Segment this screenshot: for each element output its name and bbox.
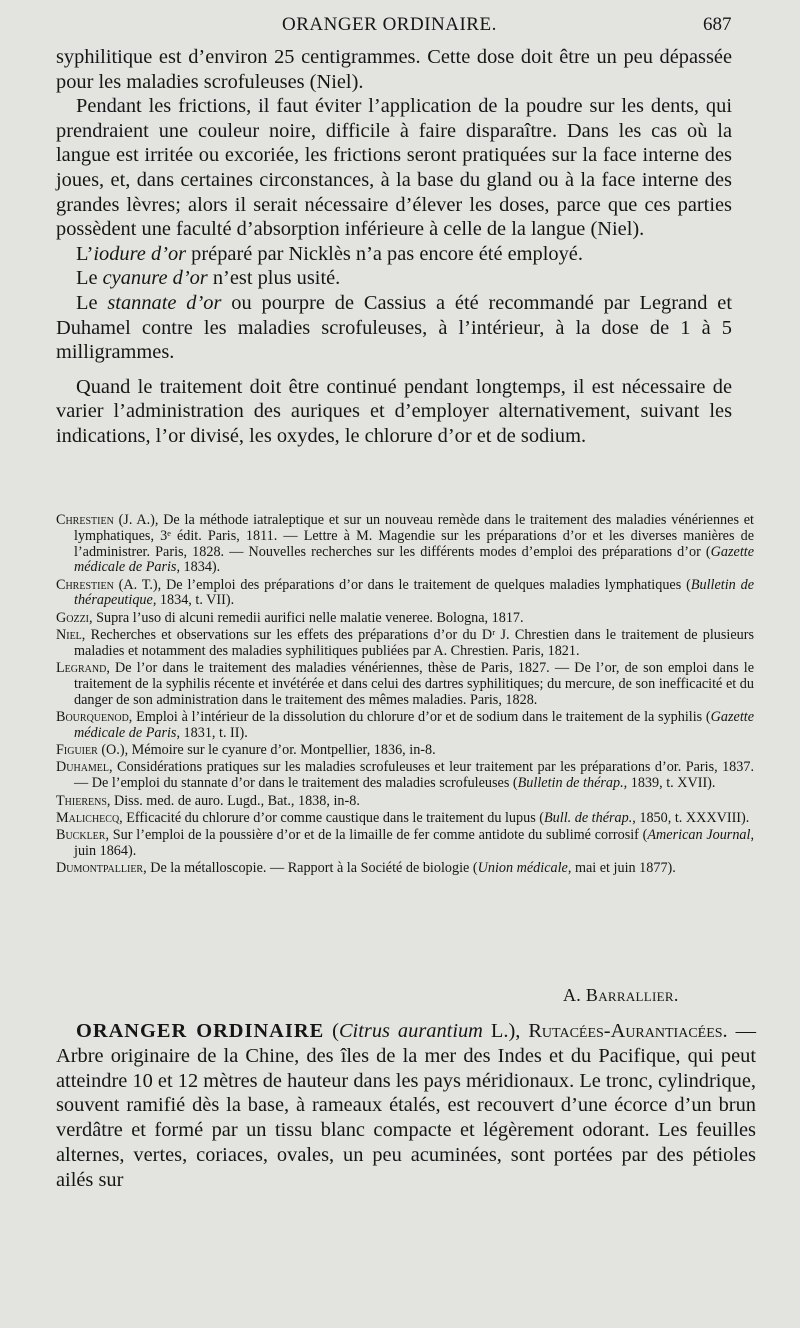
reference-tail: , 1834). bbox=[176, 559, 221, 576]
reference-author: Gozzi bbox=[56, 609, 90, 626]
paragraph-5-post: ou pourpre de Cassius a été recommandé par Legrand et Duhamel contre les maladies scrofuleuses, à l’intérieur, à la dose de 1 à 5 milligrammes. bbox=[56, 291, 733, 364]
page-header bbox=[0, 14, 800, 38]
paragraph-5-pre: Le bbox=[76, 291, 108, 314]
reference-entry bbox=[56, 811, 754, 827]
paragraph-1: syphilitique est d’environ 25 centigrammes. Cette dose doit être un peu dépassée pour les maladies scrofuleuses (Niel). bbox=[56, 46, 732, 93]
reference-tail: , 1831, t. II). bbox=[176, 724, 248, 741]
reference-entry bbox=[56, 513, 754, 576]
reference-tail: , juin 1864). bbox=[74, 827, 755, 859]
paragraph-4-post: n’est plus usité. bbox=[207, 267, 341, 290]
paragraph-6: Quand le traitement doit être continué pendant longtemps, il est nécessaire de varier l’administration des auriques et d’employer alternativement, suivant les indications, l’or divisé, les oxydes, le chlorure d’or et de sodium. bbox=[56, 375, 732, 447]
running-title: ORANGER ORDINAIRE. bbox=[282, 14, 497, 35]
reference-text: , Considérations pratiques sur les maladies scrofuleuses et leur traitement par les préparations d’or. Paris, 1837. — De l’emploi du stannate d’or dans le traitement des maladies scrofuleuses ( bbox=[74, 759, 754, 792]
reference-entry bbox=[56, 828, 754, 860]
paragraph-5 bbox=[56, 291, 732, 365]
article-oranger bbox=[56, 1019, 756, 1193]
reference-author: Chrestien bbox=[56, 512, 114, 528]
reference-text: , Recherches et observations sur les effets des préparations d’or du Dʳ J. Chrestien dans le traitement de plusieurs maladies et notamment des maladies syphilitiques publiées par A. Chrestien. Paris, 1821. bbox=[74, 627, 754, 659]
after-latin: L.), bbox=[482, 1020, 529, 1042]
reference-author: Buckler bbox=[56, 827, 106, 844]
article-paragraph bbox=[56, 1019, 756, 1193]
article-headword: ORANGER ORDINAIRE bbox=[76, 1020, 325, 1042]
reference-tail: , 1850, t. XXXVIII). bbox=[632, 809, 750, 826]
main-text bbox=[56, 45, 732, 449]
reference-text: (A. T.), De l’emploi des préparations d’or dans le traitement de quelques maladies lymphatiques ( bbox=[113, 576, 691, 593]
reference-text: , Supra l’uso di alcuni remedii aurifici nelle malatie veneree. Bologna, 1817. bbox=[89, 609, 524, 626]
reference-author: Figuier bbox=[56, 742, 98, 759]
reference-author: Legrand bbox=[56, 660, 107, 677]
reference-text: (J. A.), De la méthode iatraleptique et sur un nouveau remède dans le traitement des maladies vénériennes et lymphatiques, 3ᵉ édit. Paris, 1811. — Lettre à M. Magendie sur les préparations d’or et les diverses manières de l’administrer. Paris, 1828. — Nouvelles recherches sur les différents modes d’emploi des préparations d’or ( bbox=[74, 512, 754, 560]
reference-text: , De l’or dans le traitement des maladies vénériennes, thèse de Paris, 1827. — De l’or, de son emploi dans le traitement de la syphilis récente et invétérée et dans celui des dartres syphilitiques; du mercure, de son inefficacité et du danger de son administration dans le traitement des mêmes maladies. Paris, 1828. bbox=[74, 660, 754, 708]
reference-entry bbox=[56, 710, 754, 742]
reference-entry bbox=[56, 628, 754, 660]
reference-text: , Emploi à l’intérieur de la dissolution du chlorure d’or et de sodium dans le traitement de la syphilis ( bbox=[128, 709, 711, 726]
reference-entry bbox=[56, 578, 754, 610]
reference-tail: , 1834, t. VII). bbox=[152, 592, 235, 609]
reference-title: Bull. de thérap. bbox=[544, 809, 633, 826]
paragraph-3-pre: L’ bbox=[76, 242, 94, 265]
plant-family: Rutacées-Aurantiacées bbox=[528, 1020, 723, 1042]
reference-author: Chrestien bbox=[56, 576, 114, 593]
reference-author: Dumontpallier bbox=[56, 860, 144, 877]
latin-name: Citrus aurantium bbox=[338, 1020, 483, 1042]
reference-author: Thierens bbox=[56, 792, 107, 809]
reference-text: , Efficacité du chlorure d’or comme caustique dans le traitement du lupus ( bbox=[119, 809, 544, 826]
reference-text: (O.), Mémoire sur le cyanure d’or. Montpellier, 1836, in-8. bbox=[97, 742, 436, 759]
paragraph-4-pre: Le bbox=[76, 267, 103, 290]
article-open-paren: ( bbox=[324, 1020, 339, 1042]
reference-entry bbox=[56, 794, 754, 810]
paragraph-4 bbox=[56, 266, 732, 291]
reference-title: Gazette médicale de Paris bbox=[74, 543, 754, 576]
reference-entry bbox=[56, 861, 754, 877]
reference-title: Bulletin de thérap. bbox=[517, 775, 624, 792]
paragraph-5-emphasis: stannate d’or bbox=[107, 291, 222, 314]
paragraph-3-emphasis: iodure d’or bbox=[93, 242, 187, 265]
reference-author: Duhamel bbox=[56, 759, 110, 776]
article-text: . — Arbre originaire de la Chine, des îles de la mer des Indes et du Pacifique, qui peut atteindre 10 et 12 mètres de hauteur dans les pays méridionaux. Le tronc, cylindrique, souvent ramifié dès la base, à rameaux étalés, est recouvert d’une écorce d’un brun verdâtre et formé par un tissu blanc compacte et légèrement odorant. Les feuilles alternes, vertes, coriaces, ovales, un peu acuminées, sont portées par des pétioles ailés sur bbox=[56, 1020, 757, 1191]
author-signature: A. Barrallier. bbox=[563, 985, 679, 1005]
reference-entry bbox=[56, 760, 754, 792]
reference-text: , De la métalloscopie. — Rapport à la Société de biologie ( bbox=[143, 860, 478, 877]
bibliography bbox=[56, 513, 754, 879]
reference-author: Niel bbox=[56, 627, 82, 644]
paragraph-3 bbox=[56, 242, 732, 267]
reference-title: Bulletin de thérapeutique bbox=[74, 576, 754, 609]
reference-tail: , 1839, t. XVII). bbox=[623, 775, 716, 792]
reference-title: American Journal bbox=[647, 827, 751, 844]
reference-entry bbox=[56, 743, 754, 759]
reference-author: Bourquenod bbox=[56, 709, 129, 726]
reference-entry bbox=[56, 611, 754, 627]
reference-text: , Sur l’emploi de la poussière d’or et de la limaille de fer comme antidote du sublimé corrosif ( bbox=[105, 827, 648, 844]
reference-author: Malichecq bbox=[56, 809, 120, 826]
paragraph-4-emphasis: cyanure d’or bbox=[102, 267, 208, 290]
paragraph-3-post: préparé par Nicklès n’a pas encore été employé. bbox=[186, 242, 583, 265]
reference-text: , Diss. med. de auro. Lugd., Bat., 1838, in-8. bbox=[106, 792, 360, 809]
reference-title: Union médicale bbox=[477, 860, 568, 877]
reference-tail: , mai et juin 1877). bbox=[567, 860, 676, 877]
reference-entry bbox=[56, 661, 754, 708]
paragraph-2: Pendant les frictions, il faut éviter l’application de la poudre sur les dents, qui prendraient une couleur noire, difficile à faire disparaître. Dans les cas où la langue est irritée ou excoriée, les frictions seront pratiquées sur la face interne des joues, et, dans certaines circonstances, à la base du gland ou à la face interne des grandes lèvres; alors il serait nécessaire d’élever les doses, parce que ces parties possèdent une faculté d’absorption inférieure à celle de la langue (Niel). bbox=[56, 95, 732, 241]
page-number: 687 bbox=[703, 14, 732, 35]
reference-title: Gazette médicale de Paris bbox=[74, 709, 754, 741]
